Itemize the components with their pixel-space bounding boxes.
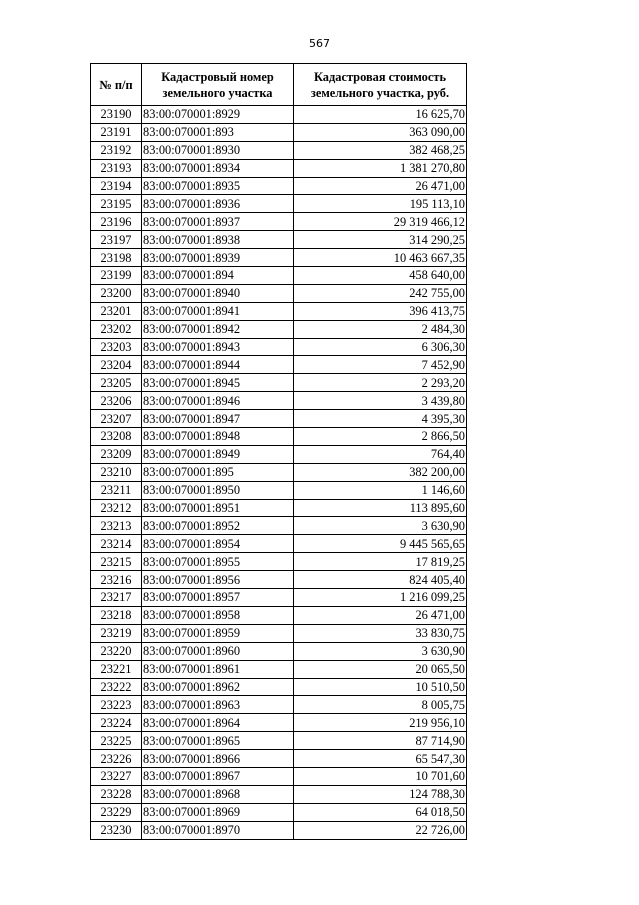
- row-number: 23190: [91, 106, 142, 124]
- cadastral-number: 83:00:070001:8964: [142, 714, 294, 732]
- table-row: [91, 750, 467, 768]
- cadastral-cost: 382 200,00: [294, 463, 467, 481]
- table-row: [91, 678, 467, 696]
- table-row: [91, 732, 467, 750]
- cadastral-cost: 17 819,25: [294, 553, 467, 571]
- cadastral-cost: 33 830,75: [294, 624, 467, 642]
- table-row: [91, 410, 467, 428]
- cadastral-number: 83:00:070001:8950: [142, 481, 294, 499]
- table-body: [91, 106, 467, 840]
- cadastral-cost: 64 018,50: [294, 803, 467, 821]
- cadastral-number: 83:00:070001:8969: [142, 803, 294, 821]
- header-cadastral-number: [142, 64, 294, 106]
- cadastral-cost: 3 630,90: [294, 642, 467, 660]
- row-number: 23210: [91, 463, 142, 481]
- cadastral-number: 83:00:070001:893: [142, 123, 294, 141]
- cadastral-cost: 242 755,00: [294, 284, 467, 302]
- cadastral-cost: 124 788,30: [294, 785, 467, 803]
- row-number: 23227: [91, 767, 142, 785]
- row-number: 23230: [91, 821, 142, 839]
- row-number: 23197: [91, 231, 142, 249]
- cadastral-number: 83:00:070001:8951: [142, 499, 294, 517]
- row-number: 23211: [91, 481, 142, 499]
- row-number: 23228: [91, 785, 142, 803]
- table-row: [91, 517, 467, 535]
- table-row: [91, 195, 467, 213]
- cadastral-number: 83:00:070001:8956: [142, 571, 294, 589]
- table-row: [91, 320, 467, 338]
- cadastral-cost: 87 714,90: [294, 732, 467, 750]
- cadastral-cost: 65 547,30: [294, 750, 467, 768]
- row-number: 23201: [91, 302, 142, 320]
- table-row: [91, 696, 467, 714]
- cadastral-cost: 363 090,00: [294, 123, 467, 141]
- cadastral-number: 83:00:070001:8946: [142, 392, 294, 410]
- cadastral-number: 83:00:070001:8958: [142, 606, 294, 624]
- row-number: 23198: [91, 249, 142, 267]
- row-number: 23191: [91, 123, 142, 141]
- table-row: [91, 606, 467, 624]
- cadastral-cost: 1 146,60: [294, 481, 467, 499]
- row-number: 23225: [91, 732, 142, 750]
- header-cadastral-cost-line2: земельного участка, руб.: [310, 85, 450, 100]
- table-row: [91, 374, 467, 392]
- row-number: 23214: [91, 535, 142, 553]
- cadastral-cost: 1 381 270,80: [294, 159, 467, 177]
- table-row: [91, 213, 467, 231]
- cadastral-number: 83:00:070001:8954: [142, 535, 294, 553]
- table-row: [91, 499, 467, 517]
- cadastral-cost: 382 468,25: [294, 141, 467, 159]
- cadastral-cost: 195 113,10: [294, 195, 467, 213]
- row-number: 23222: [91, 678, 142, 696]
- cadastral-number: 83:00:070001:8940: [142, 284, 294, 302]
- cadastral-cost: 4 395,30: [294, 410, 467, 428]
- table-row: [91, 785, 467, 803]
- table-row: [91, 249, 467, 267]
- row-number: 23229: [91, 803, 142, 821]
- cadastral-number: 83:00:070001:894: [142, 267, 294, 285]
- row-number: 23205: [91, 374, 142, 392]
- cadastral-number: 83:00:070001:8947: [142, 410, 294, 428]
- table-row: [91, 159, 467, 177]
- cadastral-cost: 1 216 099,25: [294, 589, 467, 607]
- table-row: [91, 177, 467, 195]
- cadastral-cost: 22 726,00: [294, 821, 467, 839]
- row-number: 23221: [91, 660, 142, 678]
- row-number: 23199: [91, 267, 142, 285]
- table-row: [91, 106, 467, 124]
- header-cadastral-cost-line1: Кадастровая стоимость: [313, 69, 447, 84]
- cadastral-cost: 113 895,60: [294, 499, 467, 517]
- cadastral-number: 83:00:070001:8938: [142, 231, 294, 249]
- cadastral-number: 83:00:070001:8943: [142, 338, 294, 356]
- cadastral-cost: 219 956,10: [294, 714, 467, 732]
- cadastral-number: 83:00:070001:8968: [142, 785, 294, 803]
- cadastral-cost: 764,40: [294, 445, 467, 463]
- table-row: [91, 535, 467, 553]
- table-row: [91, 302, 467, 320]
- cadastral-number: 83:00:070001:8930: [142, 141, 294, 159]
- cadastral-number: 83:00:070001:8955: [142, 553, 294, 571]
- table-row: [91, 642, 467, 660]
- row-number: 23194: [91, 177, 142, 195]
- row-number: 23224: [91, 714, 142, 732]
- row-number: 23195: [91, 195, 142, 213]
- row-number: 23215: [91, 553, 142, 571]
- cadastral-number: 83:00:070001:8962: [142, 678, 294, 696]
- cadastral-number: 83:00:070001:8942: [142, 320, 294, 338]
- cadastral-number: 83:00:070001:8966: [142, 750, 294, 768]
- table-row: [91, 481, 467, 499]
- table-row: [91, 821, 467, 839]
- table-row: [91, 231, 467, 249]
- table-row: [91, 141, 467, 159]
- cadastral-table: [90, 63, 467, 840]
- page-number: 567: [309, 37, 330, 50]
- table-row: [91, 660, 467, 678]
- cadastral-cost: 16 625,70: [294, 106, 467, 124]
- table-row: [91, 589, 467, 607]
- row-number: 23206: [91, 392, 142, 410]
- row-number: 23212: [91, 499, 142, 517]
- cadastral-cost: 10 701,60: [294, 767, 467, 785]
- row-number: 23196: [91, 213, 142, 231]
- header-cadastral-number-line1: Кадастровый номер: [161, 69, 274, 84]
- cadastral-cost: 458 640,00: [294, 267, 467, 285]
- table-row: [91, 624, 467, 642]
- table-row: [91, 356, 467, 374]
- table-row: [91, 392, 467, 410]
- table-row: [91, 553, 467, 571]
- table-row: [91, 338, 467, 356]
- cadastral-cost: 29 319 466,12: [294, 213, 467, 231]
- cadastral-cost: 396 413,75: [294, 302, 467, 320]
- header-cadastral-cost: [294, 64, 467, 106]
- row-number: 23216: [91, 571, 142, 589]
- cadastral-number: 83:00:070001:895: [142, 463, 294, 481]
- table-row: [91, 463, 467, 481]
- cadastral-cost: 314 290,25: [294, 231, 467, 249]
- row-number: 23217: [91, 589, 142, 607]
- header-num: № п/п: [91, 64, 142, 106]
- cadastral-number: 83:00:070001:8960: [142, 642, 294, 660]
- cadastral-cost: 2 484,30: [294, 320, 467, 338]
- cadastral-number: 83:00:070001:8963: [142, 696, 294, 714]
- table-row: [91, 445, 467, 463]
- cadastral-cost: 2 866,50: [294, 428, 467, 446]
- table-header-row: [91, 64, 467, 106]
- row-number: 23207: [91, 410, 142, 428]
- cadastral-number: 83:00:070001:8961: [142, 660, 294, 678]
- row-number: 23192: [91, 141, 142, 159]
- cadastral-cost: 10 463 667,35: [294, 249, 467, 267]
- table-row: [91, 571, 467, 589]
- cadastral-number: 83:00:070001:8959: [142, 624, 294, 642]
- cadastral-cost: 10 510,50: [294, 678, 467, 696]
- cadastral-cost: 26 471,00: [294, 606, 467, 624]
- row-number: 23204: [91, 356, 142, 374]
- table-row: [91, 284, 467, 302]
- cadastral-cost: 7 452,90: [294, 356, 467, 374]
- row-number: 23193: [91, 159, 142, 177]
- table-row: [91, 714, 467, 732]
- row-number: 23209: [91, 445, 142, 463]
- row-number: 23200: [91, 284, 142, 302]
- cadastral-number: 83:00:070001:8941: [142, 302, 294, 320]
- header-cadastral-number-line2: земельного участка: [162, 85, 273, 100]
- table-row: [91, 767, 467, 785]
- cadastral-number: 83:00:070001:8944: [142, 356, 294, 374]
- table-row: [91, 428, 467, 446]
- cadastral-cost: 6 306,30: [294, 338, 467, 356]
- cadastral-number: 83:00:070001:8929: [142, 106, 294, 124]
- row-number: 23223: [91, 696, 142, 714]
- table-row: [91, 123, 467, 141]
- row-number: 23219: [91, 624, 142, 642]
- cadastral-number: 83:00:070001:8967: [142, 767, 294, 785]
- cadastral-number: 83:00:070001:8939: [142, 249, 294, 267]
- table-row: [91, 267, 467, 285]
- row-number: 23218: [91, 606, 142, 624]
- row-number: 23208: [91, 428, 142, 446]
- cadastral-cost: 3 630,90: [294, 517, 467, 535]
- cadastral-number: 83:00:070001:8970: [142, 821, 294, 839]
- cadastral-cost: 2 293,20: [294, 374, 467, 392]
- row-number: 23226: [91, 750, 142, 768]
- cadastral-number: 83:00:070001:8935: [142, 177, 294, 195]
- cadastral-cost: 8 005,75: [294, 696, 467, 714]
- table-row: [91, 803, 467, 821]
- cadastral-cost: 824 405,40: [294, 571, 467, 589]
- cadastral-number: 83:00:070001:8936: [142, 195, 294, 213]
- row-number: 23213: [91, 517, 142, 535]
- cadastral-cost: 9 445 565,65: [294, 535, 467, 553]
- cadastral-cost: 3 439,80: [294, 392, 467, 410]
- cadastral-cost: 26 471,00: [294, 177, 467, 195]
- cadastral-number: 83:00:070001:8937: [142, 213, 294, 231]
- row-number: 23202: [91, 320, 142, 338]
- cadastral-cost: 20 065,50: [294, 660, 467, 678]
- cadastral-number: 83:00:070001:8934: [142, 159, 294, 177]
- cadastral-number: 83:00:070001:8945: [142, 374, 294, 392]
- row-number: 23220: [91, 642, 142, 660]
- row-number: 23203: [91, 338, 142, 356]
- cadastral-number: 83:00:070001:8965: [142, 732, 294, 750]
- cadastral-number: 83:00:070001:8949: [142, 445, 294, 463]
- cadastral-number: 83:00:070001:8948: [142, 428, 294, 446]
- cadastral-number: 83:00:070001:8952: [142, 517, 294, 535]
- cadastral-number: 83:00:070001:8957: [142, 589, 294, 607]
